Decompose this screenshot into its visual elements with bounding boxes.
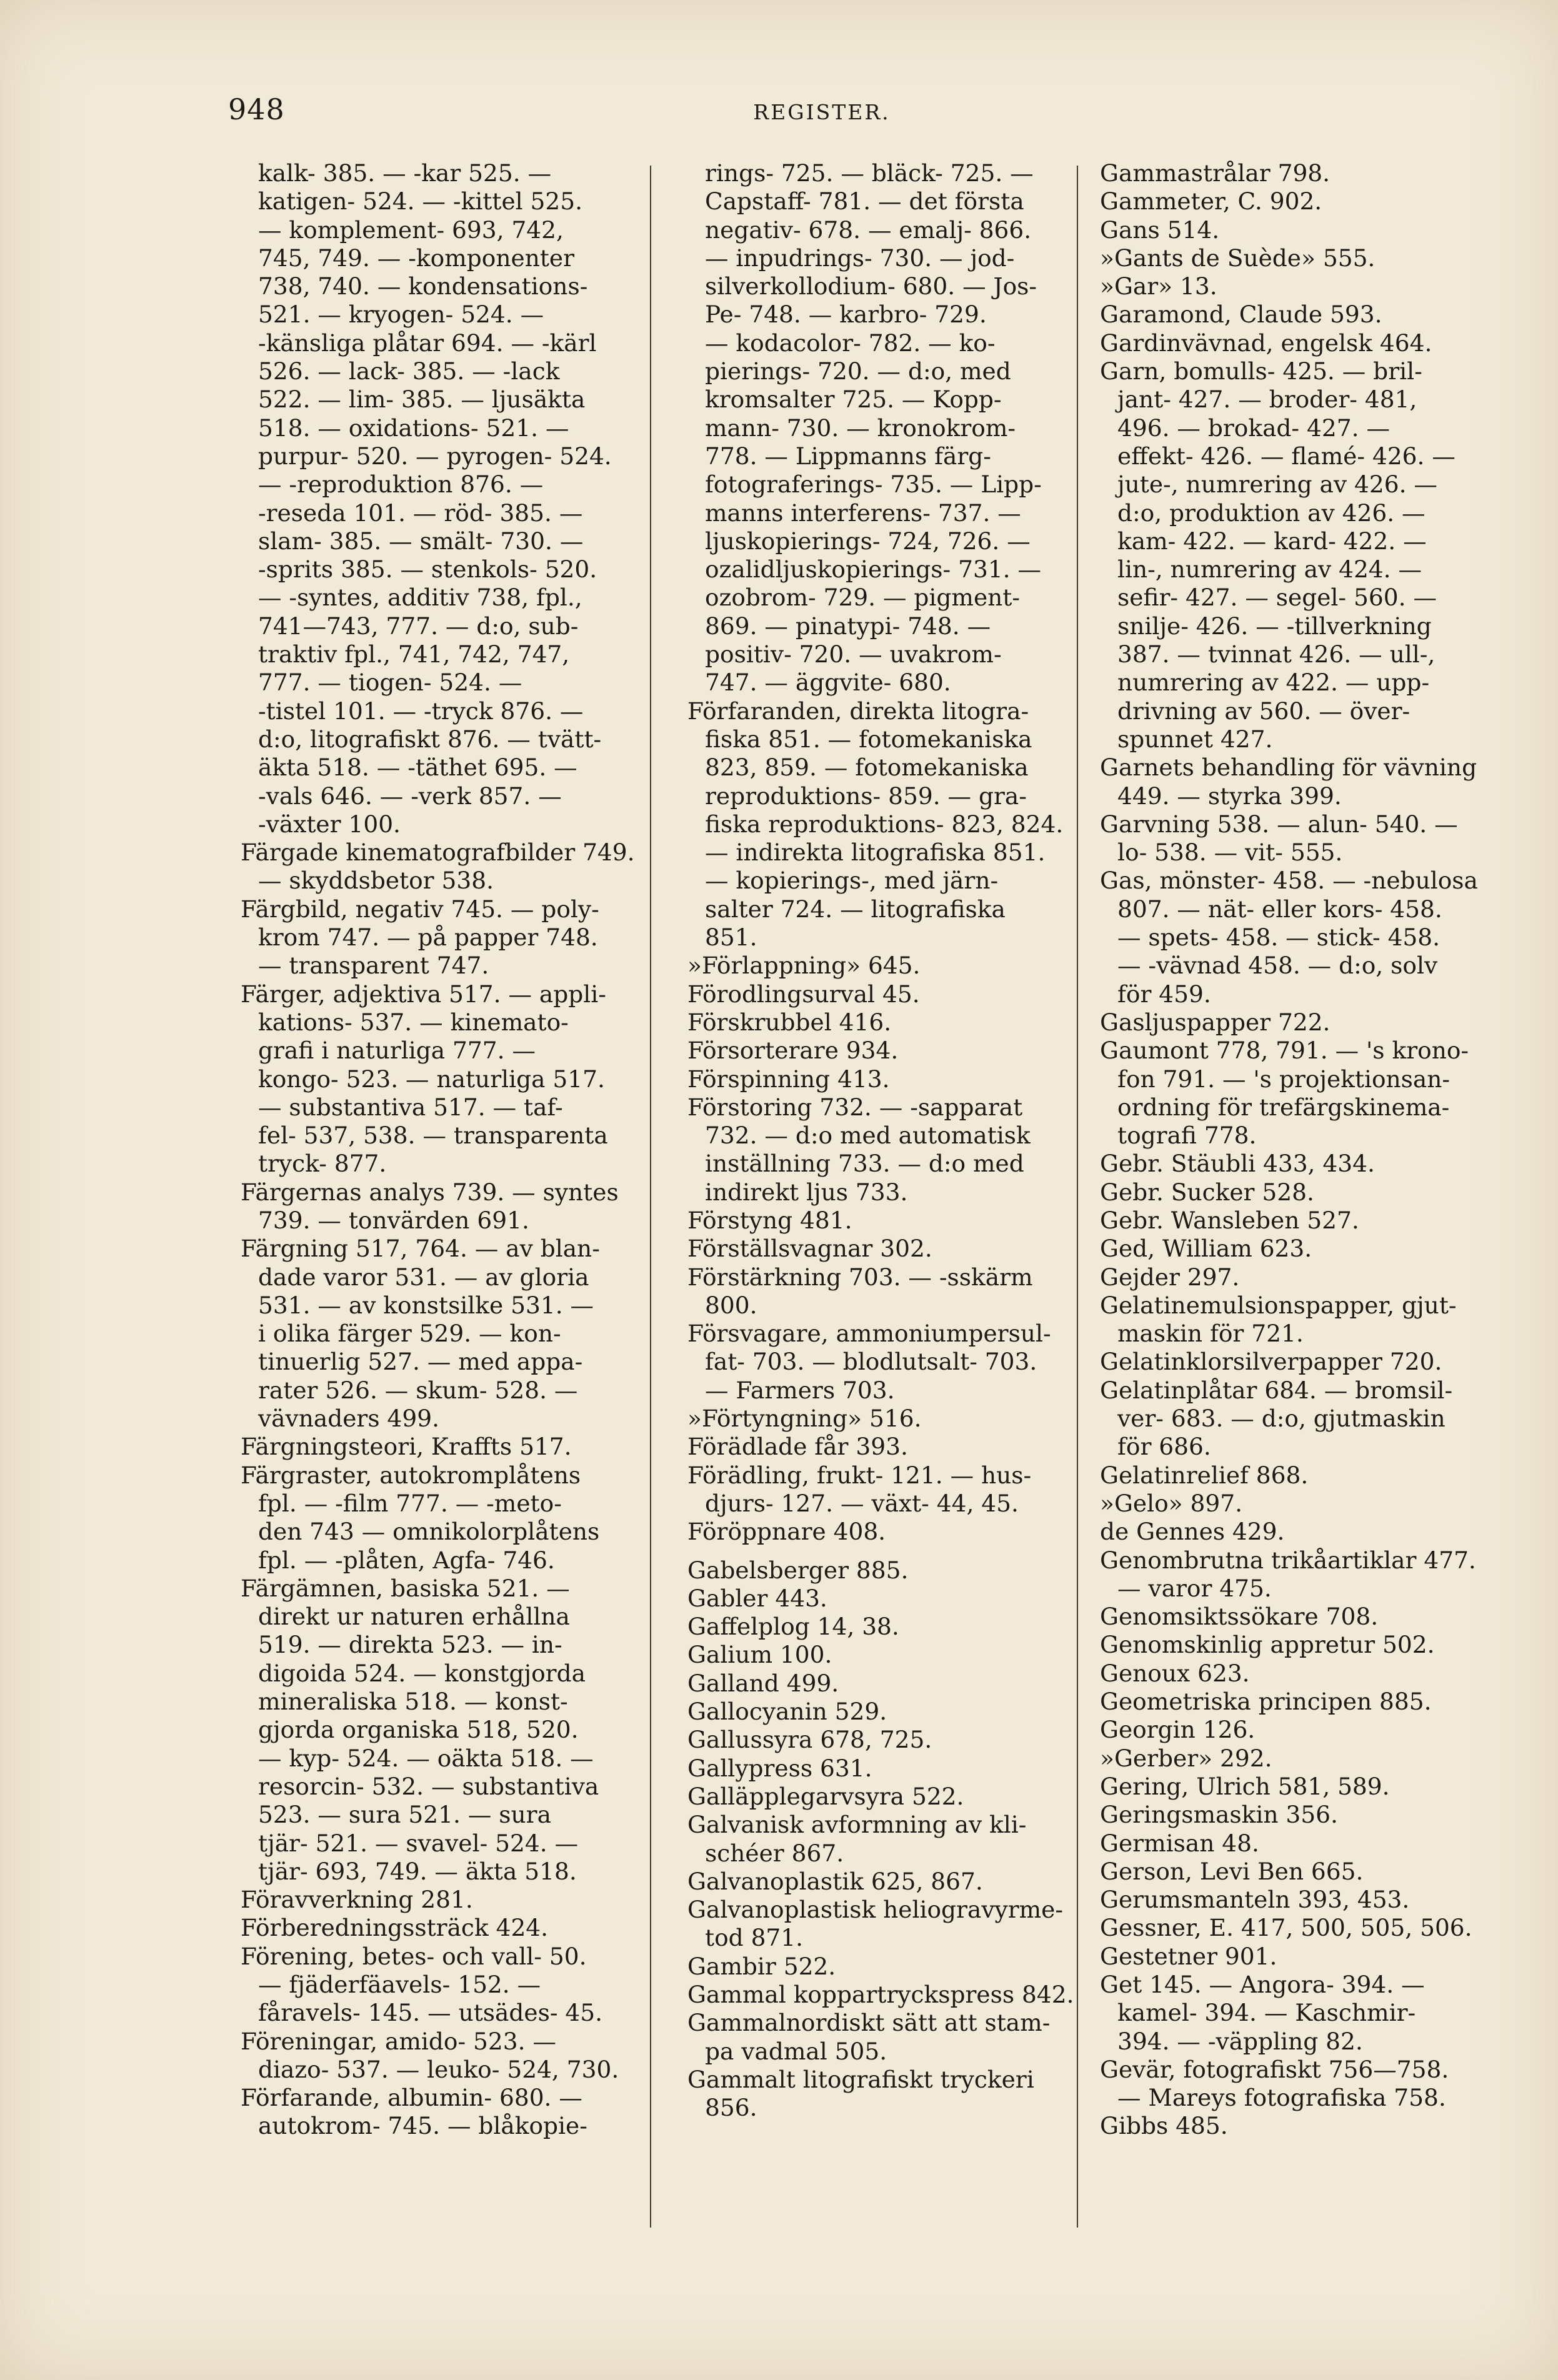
index-entry-continuation: 745, 749. — -komponenter — [258, 244, 575, 272]
index-column-2 — [687, 159, 1087, 2122]
index-entry: Gammastrålar 798. — [1100, 159, 1331, 187]
index-entry: Förstoring 732. — -sapparat — [687, 1093, 1023, 1121]
index-entry-continuation: — transparent 747. — [258, 952, 489, 980]
index-entry: Gas, mönster- 458. — -nebulosa — [1100, 867, 1478, 895]
index-entry-continuation: 732. — d:o med automatisk — [705, 1122, 1031, 1150]
index-entry-continuation: gjorda organiska 518, 520. — [258, 1716, 579, 1744]
index-entry-continuation: — kopierings-, med järn- — [705, 867, 999, 895]
index-entry-continuation: fel- 537, 538. — transparenta — [258, 1122, 608, 1150]
index-entry: Förodlingsurval 45. — [687, 980, 920, 1008]
index-entry: Gammalnordiskt sätt att stam- — [687, 2009, 1051, 2037]
index-entry-continuation: — skyddsbetor 538. — [258, 867, 494, 895]
index-entry: Gammeter, C. 902. — [1100, 187, 1322, 216]
index-entry-continuation: 523. — sura 521. — sura — [258, 1801, 551, 1829]
index-entry-continuation: — substantiva 517. — taf- — [258, 1093, 563, 1121]
index-entry-continuation: — Mareys fotografiska 758. — [1117, 2084, 1446, 2112]
index-entry-continuation: vävnaders 499. — [258, 1405, 440, 1433]
index-column-3 — [1100, 159, 1537, 2141]
index-entry: Garamond, Claude 593. — [1100, 301, 1382, 329]
index-entry: Geometriska principen 885. — [1100, 1688, 1432, 1716]
index-entry-continuation: kam- 422. — kard- 422. — — [1117, 527, 1427, 555]
index-entry-continuation: indirekt ljus 733. — [705, 1178, 908, 1206]
index-entry-continuation: rater 526. — skum- 528. — — [258, 1376, 578, 1404]
index-entry-continuation: resorcin- 532. — substantiva — [258, 1772, 599, 1800]
index-entry-continuation: -sprits 385. — stenkols- 520. — [258, 555, 597, 584]
index-entry-continuation: snilje- 426. — -tillverkning — [1117, 612, 1432, 640]
index-entry-continuation: pa vadmal 505. — [705, 2037, 887, 2065]
index-entry: Färgraster, autokromplåtens — [241, 1461, 581, 1489]
index-entry: Gibbs 485. — [1100, 2112, 1228, 2140]
index-entry-continuation: — fjäderfäavels- 152. — — [258, 1971, 541, 1998]
index-entry-continuation: grafi i naturliga 777. — — [258, 1037, 536, 1065]
index-entry-continuation: kromsalter 725. — Kopp- — [705, 386, 1002, 414]
index-entry-continuation: 823, 859. — fotomekaniska — [705, 754, 1029, 782]
index-entry: Förskrubbel 416. — [687, 1008, 892, 1036]
index-entry: de Gennes 429. — [1100, 1518, 1285, 1546]
index-entry: Garnets behandling för vävning — [1100, 754, 1477, 782]
index-entry: Färgning 517, 764. — av blan- — [241, 1235, 600, 1263]
index-entry-continuation: tinuerlig 527. — med appa- — [258, 1348, 583, 1376]
index-entry: Gessner, E. 417, 500, 505, 506. — [1100, 1914, 1472, 1942]
index-entry-continuation: 739. — tonvärden 691. — [258, 1206, 529, 1234]
index-entry: Gaffelplog 14, 38. — [687, 1613, 899, 1641]
index-entry-continuation: ordning för trefärgskinema- — [1117, 1093, 1450, 1121]
index-entry-continuation: ozobrom- 729. — pigment- — [705, 584, 1021, 612]
index-entry: Gebr. Stäubli 433, 434. — [1100, 1150, 1375, 1178]
index-entry: Genombrutna trikåartiklar 477. — [1100, 1546, 1476, 1574]
index-entry: Förspinning 413. — [687, 1065, 890, 1093]
index-entry-continuation: 778. — Lippmanns färg- — [705, 442, 991, 470]
index-entry-continuation: 807. — nät- eller kors- 458. — [1117, 895, 1442, 923]
index-entry-continuation: -känsliga plåtar 694. — -kärl — [258, 329, 597, 357]
index-entry-continuation: lin-, numrering av 424. — — [1117, 555, 1422, 584]
index-entry-continuation: mann- 730. — kronokrom- — [705, 414, 1016, 442]
index-entry-continuation: -reseda 101. — röd- 385. — — [258, 499, 583, 527]
index-entry-continuation: direkt ur naturen erhållna — [258, 1603, 570, 1631]
index-entry-continuation: kamel- 394. — Kaschmir- — [1117, 1999, 1416, 2027]
index-entry: Förfaranden, direkta litogra- — [687, 697, 1029, 725]
index-entry: Gammalt litografiskt tryckeri — [687, 2065, 1034, 2093]
index-entry-continuation: sefir- 427. — segel- 560. — — [1117, 584, 1437, 612]
index-entry-continuation: tografi 778. — [1117, 1122, 1257, 1150]
index-column-1 — [241, 159, 647, 2141]
index-entry: Gammal koppartryckspress 842. — [687, 1981, 1074, 2008]
index-entry-continuation: — kyp- 524. — oäkta 518. — — [258, 1744, 594, 1772]
index-entry: Get 145. — Angora- 394. — — [1100, 1971, 1425, 1998]
index-entry: Galvanoplastisk heliogravyrme- — [687, 1896, 1064, 1924]
index-entry: Förstärkning 703. — -sskärm — [687, 1263, 1033, 1291]
index-entry: Gerumsmanteln 393, 453. — [1100, 1886, 1410, 1914]
index-entry: Garn, bomulls- 425. — bril- — [1100, 357, 1422, 386]
index-entry: Gelatinplåtar 684. — bromsil- — [1100, 1376, 1453, 1404]
index-entry: Galvanoplastik 625, 867. — [687, 1867, 983, 1895]
index-entry-continuation: positiv- 720. — uvakrom- — [705, 640, 1002, 669]
index-entry: »Förlappning» 645. — [687, 952, 921, 980]
index-entry-continuation: fotograferings- 735. — Lipp- — [705, 471, 1042, 499]
index-entry: Gejder 297. — [1100, 1263, 1240, 1291]
index-entry-continuation: mineraliska 518. — konst- — [258, 1688, 568, 1716]
index-entry-continuation: fat- 703. — blodlutsalt- 703. — [705, 1348, 1037, 1376]
index-entry: Gestetner 901. — [1100, 1942, 1277, 1970]
index-entry: Föröppnare 408. — [687, 1518, 886, 1546]
index-entry-continuation: digoida 524. — konstgjorda — [258, 1659, 586, 1687]
index-entry-continuation: tjär- 693, 749. — äkta 518. — [258, 1857, 577, 1885]
index-entry-continuation: tod 871. — [705, 1924, 804, 1952]
index-entry-continuation: — -vävnad 458. — d:o, solv — [1117, 952, 1438, 980]
index-entry: Gelatinklorsilverpapper 720. — [1100, 1348, 1442, 1376]
index-entry-continuation: Pe- 748. — karbro- 729. — [705, 301, 987, 329]
index-entry-continuation: — -reproduktion 876. — — [258, 471, 544, 499]
index-entry: Gambir 522. — [687, 1952, 836, 1980]
index-entry-continuation: 522. — lim- 385. — ljusäkta — [258, 386, 586, 414]
index-entry: Galläpplegarvsyra 522. — [687, 1782, 964, 1810]
index-entry-continuation: — varor 475. — [1117, 1574, 1272, 1602]
index-entry: Färgbild, negativ 745. — poly- — [241, 895, 599, 923]
index-entry-continuation: numrering av 422. — upp- — [1117, 669, 1430, 697]
index-entry: Gardinvävnad, engelsk 464. — [1100, 329, 1432, 357]
index-entry-continuation: — komplement- 693, 742, — [258, 216, 564, 244]
index-entry: Georgin 126. — [1100, 1716, 1256, 1744]
index-entry-continuation: för 686. — [1117, 1433, 1211, 1461]
index-entry-continuation: fiska reproduktions- 823, 824. — [705, 810, 1064, 838]
index-entry-continuation: d:o, produktion av 426. — — [1117, 499, 1426, 527]
index-entry-continuation: Capstaff- 781. — det första — [705, 187, 1024, 216]
index-entry: Galvanisk avformning av kli- — [687, 1811, 1027, 1839]
index-entry-continuation: 518. — oxidations- 521. — — [258, 414, 569, 442]
index-entry-continuation: kalk- 385. — -kar 525. — — [258, 159, 552, 187]
index-entry-continuation: ver- 683. — d:o, gjutmaskin — [1117, 1405, 1446, 1433]
index-entry: Föravverkning 281. — [241, 1886, 473, 1914]
index-entry: Gebr. Sucker 528. — [1100, 1178, 1314, 1206]
index-entry: Gans 514. — [1100, 216, 1220, 244]
index-entry-continuation: för 459. — [1117, 980, 1211, 1008]
index-entry-continuation: traktiv fpl., 741, 742, 747, — [258, 640, 570, 669]
index-entry: Färgernas analys 739. — syntes — [241, 1178, 619, 1206]
index-entry-continuation: 851. — [705, 924, 757, 952]
index-entry: Geringsmaskin 356. — [1100, 1801, 1338, 1829]
index-entry-continuation: spunnet 427. — [1117, 725, 1273, 753]
index-entry: »Gelo» 897. — [1100, 1489, 1243, 1517]
page-number: 948 — [228, 92, 285, 126]
index-entry: Förfarande, albumin- 680. — — [241, 2084, 582, 2112]
index-entry: Förberedningssträck 424. — [241, 1914, 549, 1942]
index-entry: Försvagare, ammoniumpersul- — [687, 1320, 1051, 1348]
index-entry-continuation: reproduktions- 859. — gra- — [705, 782, 1027, 810]
index-entry-continuation: 387. — tvinnat 426. — ull-, — [1117, 640, 1436, 669]
index-entry: Genomsiktssökare 708. — [1100, 1603, 1379, 1631]
index-entry-continuation: manns interferens- 737. — — [705, 499, 1021, 527]
index-entry-continuation: 449. — styrka 399. — [1117, 782, 1342, 810]
index-entry-continuation: slam- 385. — smält- 730. — — [258, 527, 584, 555]
index-entry-continuation: fon 791. — 's projektionsan- — [1117, 1065, 1451, 1093]
index-entry: Gabler 443. — [687, 1584, 827, 1612]
index-entry: Genoux 623. — [1100, 1659, 1250, 1687]
index-entry-continuation: purpur- 520. — pyrogen- 524. — [258, 442, 612, 470]
index-entry-continuation: 869. — pinatypi- 748. — — [705, 612, 991, 640]
index-entry: Förädling, frukt- 121. — hus- — [687, 1461, 1032, 1489]
index-entry: Genomskinlig appretur 502. — [1100, 1631, 1435, 1659]
index-entry-continuation: ozalidljuskopierings- 731. — — [705, 555, 1042, 584]
index-entry: Ged, William 623. — [1100, 1235, 1312, 1263]
index-entry-continuation: jute-, numrering av 426. — — [1117, 471, 1437, 499]
index-entry: Gering, Ulrich 581, 589. — [1100, 1772, 1390, 1800]
index-entry: Gelatinrelief 868. — [1100, 1461, 1309, 1489]
index-entry-continuation: tryck- 877. — [258, 1150, 387, 1178]
index-entry-continuation: salter 724. — litografiska — [705, 895, 1006, 923]
index-entry: Förstyng 481. — [687, 1206, 852, 1234]
index-entry: Gevär, fotografiskt 756—758. — [1100, 2055, 1449, 2083]
index-entry-continuation: tjär- 521. — svavel- 524. — — [258, 1829, 579, 1857]
index-entry: Förställsvagnar 302. — [687, 1235, 932, 1263]
index-entry-continuation: — spets- 458. — stick- 458. — [1117, 924, 1441, 952]
index-entry-continuation: fpl. — -film 777. — -meto- — [258, 1489, 562, 1517]
index-entry-continuation: maskin för 721. — [1117, 1320, 1304, 1348]
index-entry-continuation: den 743 — omnikolorplåtens — [258, 1518, 600, 1546]
index-entry-continuation: schéer 867. — [705, 1839, 844, 1867]
index-entry-continuation: jant- 427. — broder- 481, — [1117, 386, 1417, 414]
index-entry-continuation: 777. — tiogen- 524. — — [258, 669, 522, 697]
index-entry-continuation: kations- 537. — kinemato- — [258, 1008, 569, 1036]
index-entry-continuation: 531. — av konstsilke 531. — — [258, 1291, 594, 1319]
index-entry-continuation: pierings- 720. — d:o, med — [705, 357, 1011, 386]
index-entry-continuation: dade varor 531. — av gloria — [258, 1263, 589, 1291]
index-entry-continuation: i olika färger 529. — kon- — [258, 1320, 561, 1348]
index-entry: »Förtyngning» 516. — [687, 1405, 922, 1433]
index-entry-continuation: -vals 646. — -verk 857. — — [258, 782, 562, 810]
index-entry: Försorterare 934. — [687, 1037, 899, 1065]
index-entry-continuation: — kodacolor- 782. — ko- — [705, 329, 996, 357]
index-entry: Färgade kinematografbilder 749. — [241, 839, 635, 867]
index-entry-continuation: 856. — [705, 2094, 757, 2122]
index-entry-continuation: 747. — äggvite- 680. — [705, 669, 951, 697]
column-rule — [650, 166, 651, 2228]
running-head: REGISTER. — [753, 100, 891, 124]
index-entry-continuation: 741—743, 777. — d:o, sub- — [258, 612, 579, 640]
index-entry: Germisan 48. — [1100, 1829, 1259, 1857]
index-entry: Färgningsteori, Kraffts 517. — [241, 1433, 572, 1461]
index-entry: Galland 499. — [687, 1669, 839, 1697]
index-entry: Gabelsberger 885. — [687, 1556, 909, 1584]
index-entry: »Gants de Suède» 555. — [1100, 244, 1376, 272]
index-entry-continuation: 800. — [705, 1291, 757, 1319]
index-entry: Gallocyanin 529. — [687, 1698, 887, 1726]
index-entry: Gerson, Levi Ben 665. — [1100, 1857, 1364, 1885]
index-entry: Gebr. Wansleben 527. — [1100, 1206, 1359, 1234]
index-entry: Gallypress 631. — [687, 1754, 872, 1782]
index-entry-continuation: — indirekta litografiska 851. — [705, 839, 1046, 867]
index-entry: »Gerber» 292. — [1100, 1744, 1272, 1772]
index-entry: Galium 100. — [687, 1641, 832, 1669]
index-entry-continuation: rings- 725. — bläck- 725. — — [705, 159, 1034, 187]
index-entry-continuation: kongo- 523. — naturliga 517. — [258, 1065, 605, 1093]
index-entry-continuation: — Farmers 703. — [705, 1376, 895, 1404]
index-entry-continuation: fiska 851. — fotomekaniska — [705, 725, 1032, 753]
index-entry: Gasljuspapper 722. — [1100, 1008, 1331, 1036]
index-entry: Förädlade får 393. — [687, 1433, 908, 1461]
index-entry: Garvning 538. — alun- 540. — — [1100, 810, 1458, 838]
index-entry-continuation: 519. — direkta 523. — in- — [258, 1631, 562, 1659]
index-entry-continuation: autokrom- 745. — blåkopie- — [258, 2112, 587, 2140]
index-entry-continuation: lo- 538. — vit- 555. — [1117, 839, 1343, 867]
index-entry: »Gar» 13. — [1100, 272, 1217, 301]
index-entry-continuation: -tistel 101. — -tryck 876. — — [258, 697, 584, 725]
index-entry-continuation: — inpudrings- 730. — jod- — [705, 244, 1015, 272]
index-entry-continuation: 526. — lack- 385. — -lack — [258, 357, 560, 386]
index-entry-continuation: d:o, litografiskt 876. — tvätt- — [258, 725, 602, 753]
index-entry-continuation: 394. — -väppling 82. — [1117, 2027, 1363, 2055]
index-entry-continuation: krom 747. — på papper 748. — [258, 924, 598, 952]
index-entry-continuation: äkta 518. — -täthet 695. — — [258, 754, 577, 782]
index-entry: Förening, betes- och vall- 50. — [241, 1942, 587, 1970]
index-entry: Föreningar, amido- 523. — — [241, 2027, 556, 2055]
index-entry-continuation: fpl. — -plåten, Agfa- 746. — [258, 1546, 555, 1574]
index-entry-continuation: inställning 733. — d:o med — [705, 1150, 1024, 1178]
index-entry-continuation: drivning av 560. — över- — [1117, 697, 1411, 725]
index-entry-continuation: — -syntes, additiv 738, fpl., — [258, 584, 582, 612]
index-entry-continuation: djurs- 127. — växt- 44, 45. — [705, 1489, 1019, 1517]
index-entry-continuation: effekt- 426. — flamé- 426. — — [1117, 442, 1456, 470]
index-entry-continuation: -växter 100. — [258, 810, 401, 838]
index-entry-continuation: silverkollodium- 680. — Jos- — [705, 272, 1037, 301]
index-entry-continuation: diazo- 537. — leuko- 524, 730. — [258, 2055, 619, 2083]
index-entry: Gallussyra 678, 725. — [687, 1726, 932, 1754]
index-entry-continuation: 738, 740. — kondensations- — [258, 272, 588, 301]
index-entry-continuation: negativ- 678. — emalj- 866. — [705, 216, 1032, 244]
index-entry: Gelatinemulsionspapper, gjut- — [1100, 1291, 1457, 1319]
index-entry: Färgämnen, basiska 521. — — [241, 1574, 570, 1602]
index-entry-continuation: ljuskopierings- 724, 726. — — [705, 527, 1031, 555]
index-entry-continuation: 496. — brokad- 427. — — [1117, 414, 1390, 442]
index-entry: Färger, adjektiva 517. — appli- — [241, 980, 606, 1008]
index-entry-continuation: katigen- 524. — -kittel 525. — [258, 187, 583, 216]
index-entry-continuation: 521. — kryogen- 524. — — [258, 301, 544, 329]
index-entry: Gaumont 778, 791. — 's krono- — [1100, 1037, 1469, 1065]
index-entry-continuation: fåravels- 145. — utsädes- 45. — [258, 1999, 603, 2027]
